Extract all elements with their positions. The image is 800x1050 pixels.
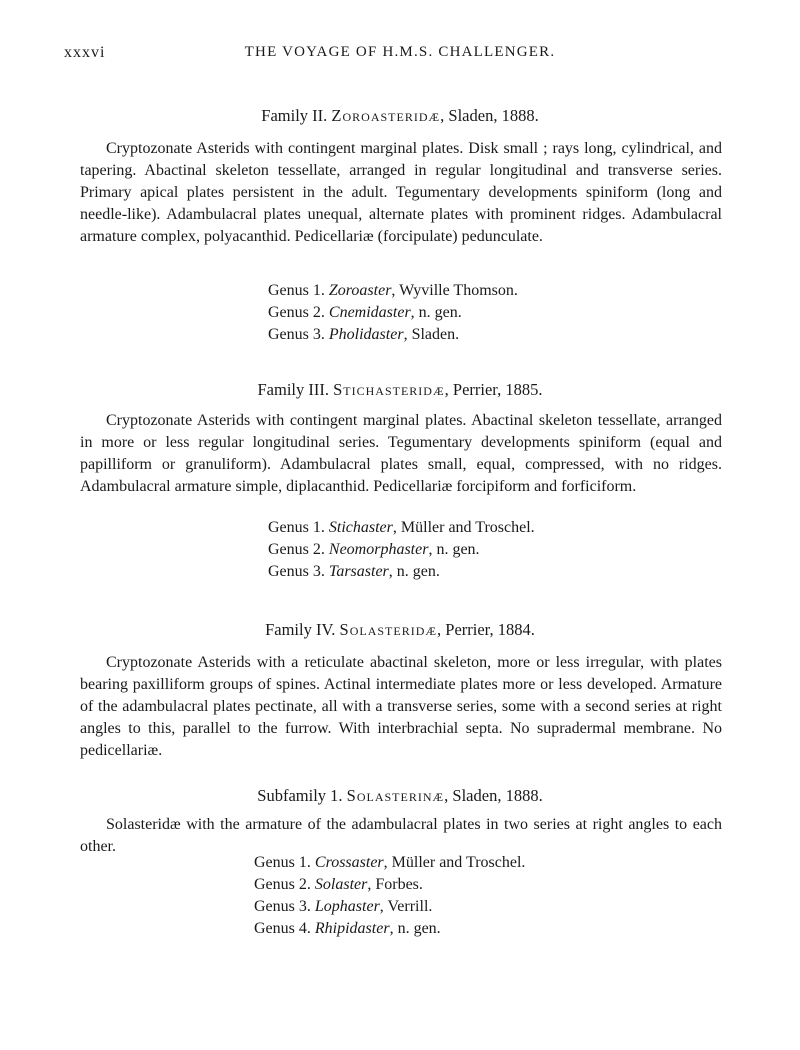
genus-item (268, 324, 518, 346)
family-description (80, 410, 722, 498)
genus-name: Zoroaster (328, 282, 392, 299)
genus-name: Crossaster (314, 854, 384, 871)
genus-authority: , n. gen. (388, 563, 440, 580)
genus-name: Neomorphaster (328, 541, 429, 558)
heading-prefix: Family IV. (265, 620, 336, 639)
description-text: Solasteridæ with the armature of the adambulacral plates in two series at right angles to each other. (80, 816, 722, 855)
description-text: Cryptozonate Asterids with contingent marginal plates. Abactinal skeleton tessellate, arranged in more or less regular longitudinal series. Tegumentary developments spiniform (equal and papilliform or granuliform). Adambulacral plates small, equal, compressed, with no ridges. Adambulacral armature simple, diplacanthid. Pedicellariæ forcipiform and forficiform. (80, 412, 722, 495)
genus-name: Lophaster (314, 898, 380, 915)
page-number: xxxvi (64, 44, 106, 61)
section-heading-solasteridae (0, 620, 800, 640)
genus-label: Genus 2. (268, 304, 325, 321)
genus-label: Genus 3. (254, 898, 311, 915)
heading-authority: , Sladen, 1888. (440, 106, 539, 125)
genus-label: Genus 3. (268, 326, 325, 343)
heading-authority: , Perrier, 1884. (437, 620, 535, 639)
genus-authority: , Verrill. (379, 898, 433, 915)
genus-name: Solaster (314, 876, 368, 893)
heading-prefix: Family III. (257, 380, 329, 399)
genus-item (268, 561, 535, 583)
family-name: Zoroasteridæ (331, 106, 441, 125)
genus-name: Stichaster (328, 519, 393, 536)
genus-name: Pholidaster (328, 326, 404, 343)
genus-item (268, 302, 518, 324)
genus-authority: , n. gen. (410, 304, 462, 321)
section-heading-zoroasteridae (0, 106, 800, 126)
heading-prefix: Family II. (261, 106, 328, 125)
description-text: Cryptozonate Asterids with contingent marginal plates. Disk small ; rays long, cylindrical, and tapering. Abactinal skeleton tessellate, arranged in regular longitudinal and transverse series. Primary apical plates persistent in the adult. Tegumentary developments spiniform (long and needle-like). Adambulacral plates unequal, alternate plates with prominent ridges. Adambulacral armature complex, polyacanthid. Pedicellariæ (forcipulate) pedunculate. (80, 140, 722, 245)
genus-item (254, 874, 525, 896)
genus-label: Genus 1. (254, 854, 311, 871)
genus-name: Rhipidaster (314, 920, 390, 937)
genus-item (254, 896, 525, 918)
genus-label: Genus 2. (254, 876, 311, 893)
genus-name: Cnemidaster (328, 304, 411, 321)
genus-authority: , n. gen. (428, 541, 480, 558)
genus-authority: , Müller and Troschel. (383, 854, 526, 871)
genus-label: Genus 1. (268, 282, 325, 299)
genus-list (268, 280, 518, 346)
genus-item (268, 280, 518, 302)
genus-label: Genus 4. (254, 920, 311, 937)
genus-item (268, 517, 535, 539)
genus-label: Genus 3. (268, 563, 325, 580)
running-title: THE VOYAGE OF H.M.S. CHALLENGER. (244, 44, 556, 60)
genus-label: Genus 2. (268, 541, 325, 558)
genus-authority: , n. gen. (389, 920, 441, 937)
genus-list (268, 517, 535, 583)
genus-authority: , Müller and Troschel. (392, 519, 535, 536)
family-description (80, 138, 722, 248)
heading-authority: , Sladen, 1888. (444, 786, 543, 805)
genus-label: Genus 1. (268, 519, 325, 536)
subfamily-name: Solasterinæ (346, 786, 445, 805)
genus-authority: , Sladen. (403, 326, 460, 343)
genus-authority: , Wyville Thomson. (391, 282, 518, 299)
family-description (80, 652, 722, 762)
genus-item (268, 539, 535, 561)
section-heading-solasterinae (0, 786, 800, 806)
heading-prefix: Subfamily 1. (257, 786, 343, 805)
section-heading-stichasteridae (0, 380, 800, 400)
description-text: Cryptozonate Asterids with a reticulate abactinal skeleton, more or less irregular, with plates bearing paxilliform groups of spines. Actinal intermediate plates more or less developed. Armature of the adambulacral plates pectinate, all with a transverse series, some with a second series at right angles to this, parallel to the furrow. With interbrachial septa. No supradermal membrane. No pedicellariæ. (80, 654, 722, 759)
genus-authority: , Forbes. (367, 876, 423, 893)
genus-list (254, 852, 525, 940)
genus-item (254, 852, 525, 874)
genus-name: Tarsaster (328, 563, 389, 580)
heading-authority: , Perrier, 1885. (444, 380, 543, 399)
family-name: Stichasteridæ (333, 380, 445, 399)
genus-item (254, 918, 525, 940)
family-name: Solasteridæ (339, 620, 438, 639)
